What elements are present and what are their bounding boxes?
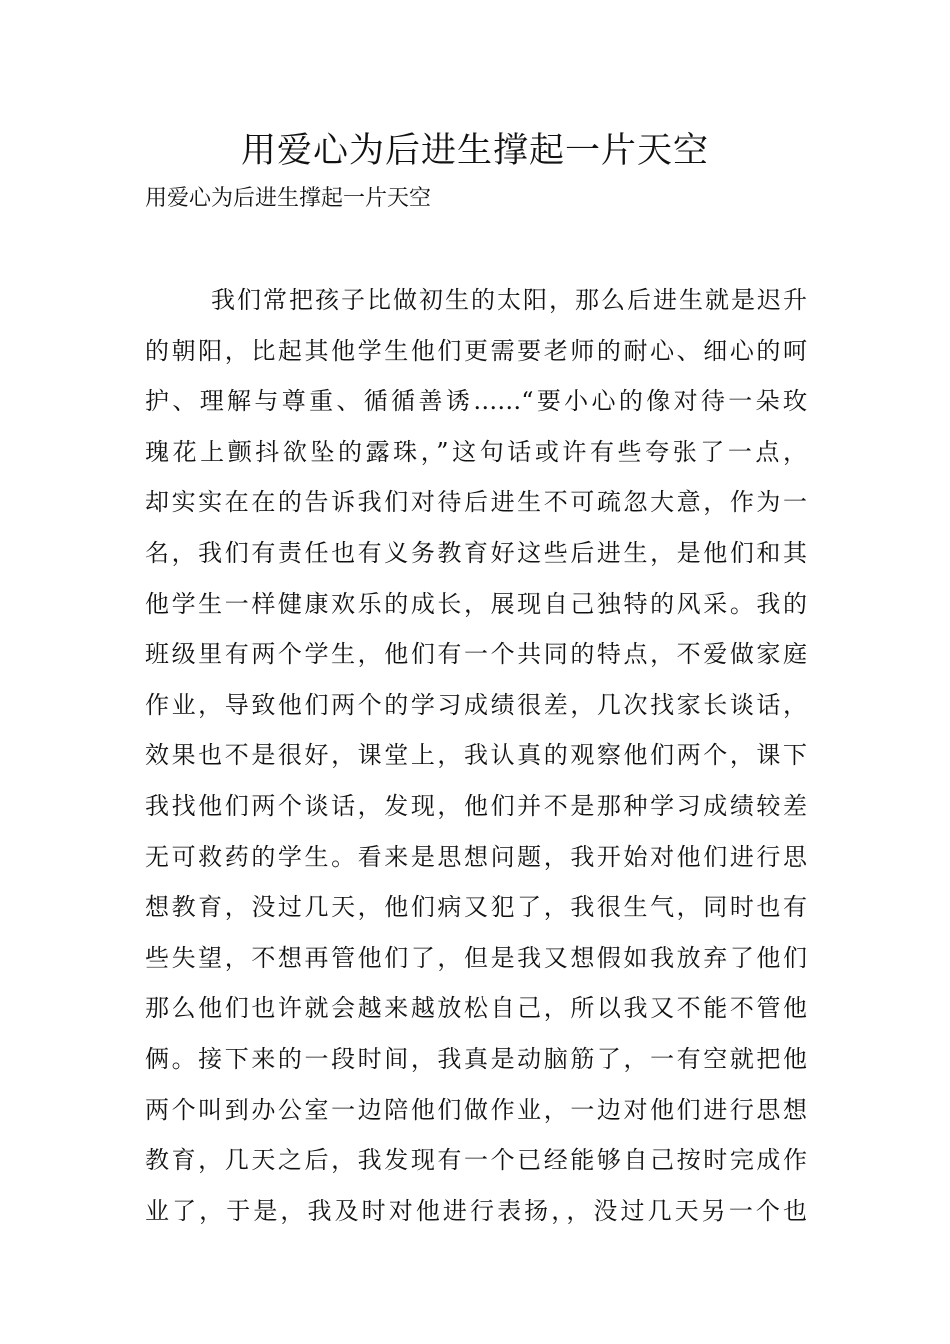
paragraph-line: 作业，导致他们两个的学习成绩很差，几次找家长谈话， bbox=[145, 690, 807, 719]
paragraph-line: 想教育，没过几天，他们病又犯了，我很生气，同时也有 bbox=[145, 893, 807, 922]
paragraph-line: 却实实在在的告诉我们对待后进生不可疏忽大意，作为一 bbox=[145, 488, 807, 517]
paragraph-line: 业了，于是，我及时对他进行表扬，，没过几天另一个也 bbox=[145, 1196, 807, 1225]
paragraph-line: 无可救药的学生。看来是思想问题，我开始对他们进行思 bbox=[145, 842, 807, 871]
paragraph-line: 的朝阳，比起其他学生他们更需要老师的耐心、细心的呵 bbox=[145, 336, 807, 365]
paragraph-line: 护、理解与尊重、循循善诱……“要小心的像对待一朵玫 bbox=[145, 387, 807, 416]
paragraph-line: 那么他们也许就会越来越放松自己，所以我又不能不管他 bbox=[145, 994, 807, 1023]
paragraph-line: 我们常把孩子比做初生的太阳，那么后进生就是迟升 bbox=[211, 286, 807, 314]
paragraph-line: 俩。接下来的一段时间，我真是动脑筋了，一有空就把他 bbox=[145, 1044, 807, 1073]
paragraph-line: 名，我们有责任也有义务教育好这些后进生，是他们和其 bbox=[145, 538, 807, 567]
paragraph-line: 效果也不是很好，课堂上，我认真的观察他们两个，课下 bbox=[145, 741, 807, 770]
paragraph-line: 些失望，不想再管他们了，但是我又想假如我放弃了他们 bbox=[145, 943, 807, 972]
paragraph-line: 班级里有两个学生，他们有一个共同的特点，不爱做家庭 bbox=[145, 640, 807, 669]
document-subtitle: 用爱心为后进生撑起一片天空 bbox=[145, 186, 432, 211]
paragraph-line: 我找他们两个谈话，发现，他们并不是那种学习成绩较差 bbox=[145, 791, 807, 820]
document-title: 用爱心为后进生撑起一片天空 bbox=[240, 131, 709, 171]
paragraph-line: 两个叫到办公室一边陪他们做作业，一边对他们进行思想 bbox=[145, 1095, 807, 1124]
body-paragraph bbox=[145, 280, 807, 1241]
paragraph-line: 他学生一样健康欢乐的成长，展现自己独特的风采。我的 bbox=[145, 589, 807, 618]
paragraph-line: 瑰花上颤抖欲坠的露珠，”这句话或许有些夸张了一点， bbox=[145, 437, 807, 466]
paragraph-line: 教育，几天之后，我发现有一个已经能够自己按时完成作 bbox=[145, 1146, 807, 1175]
